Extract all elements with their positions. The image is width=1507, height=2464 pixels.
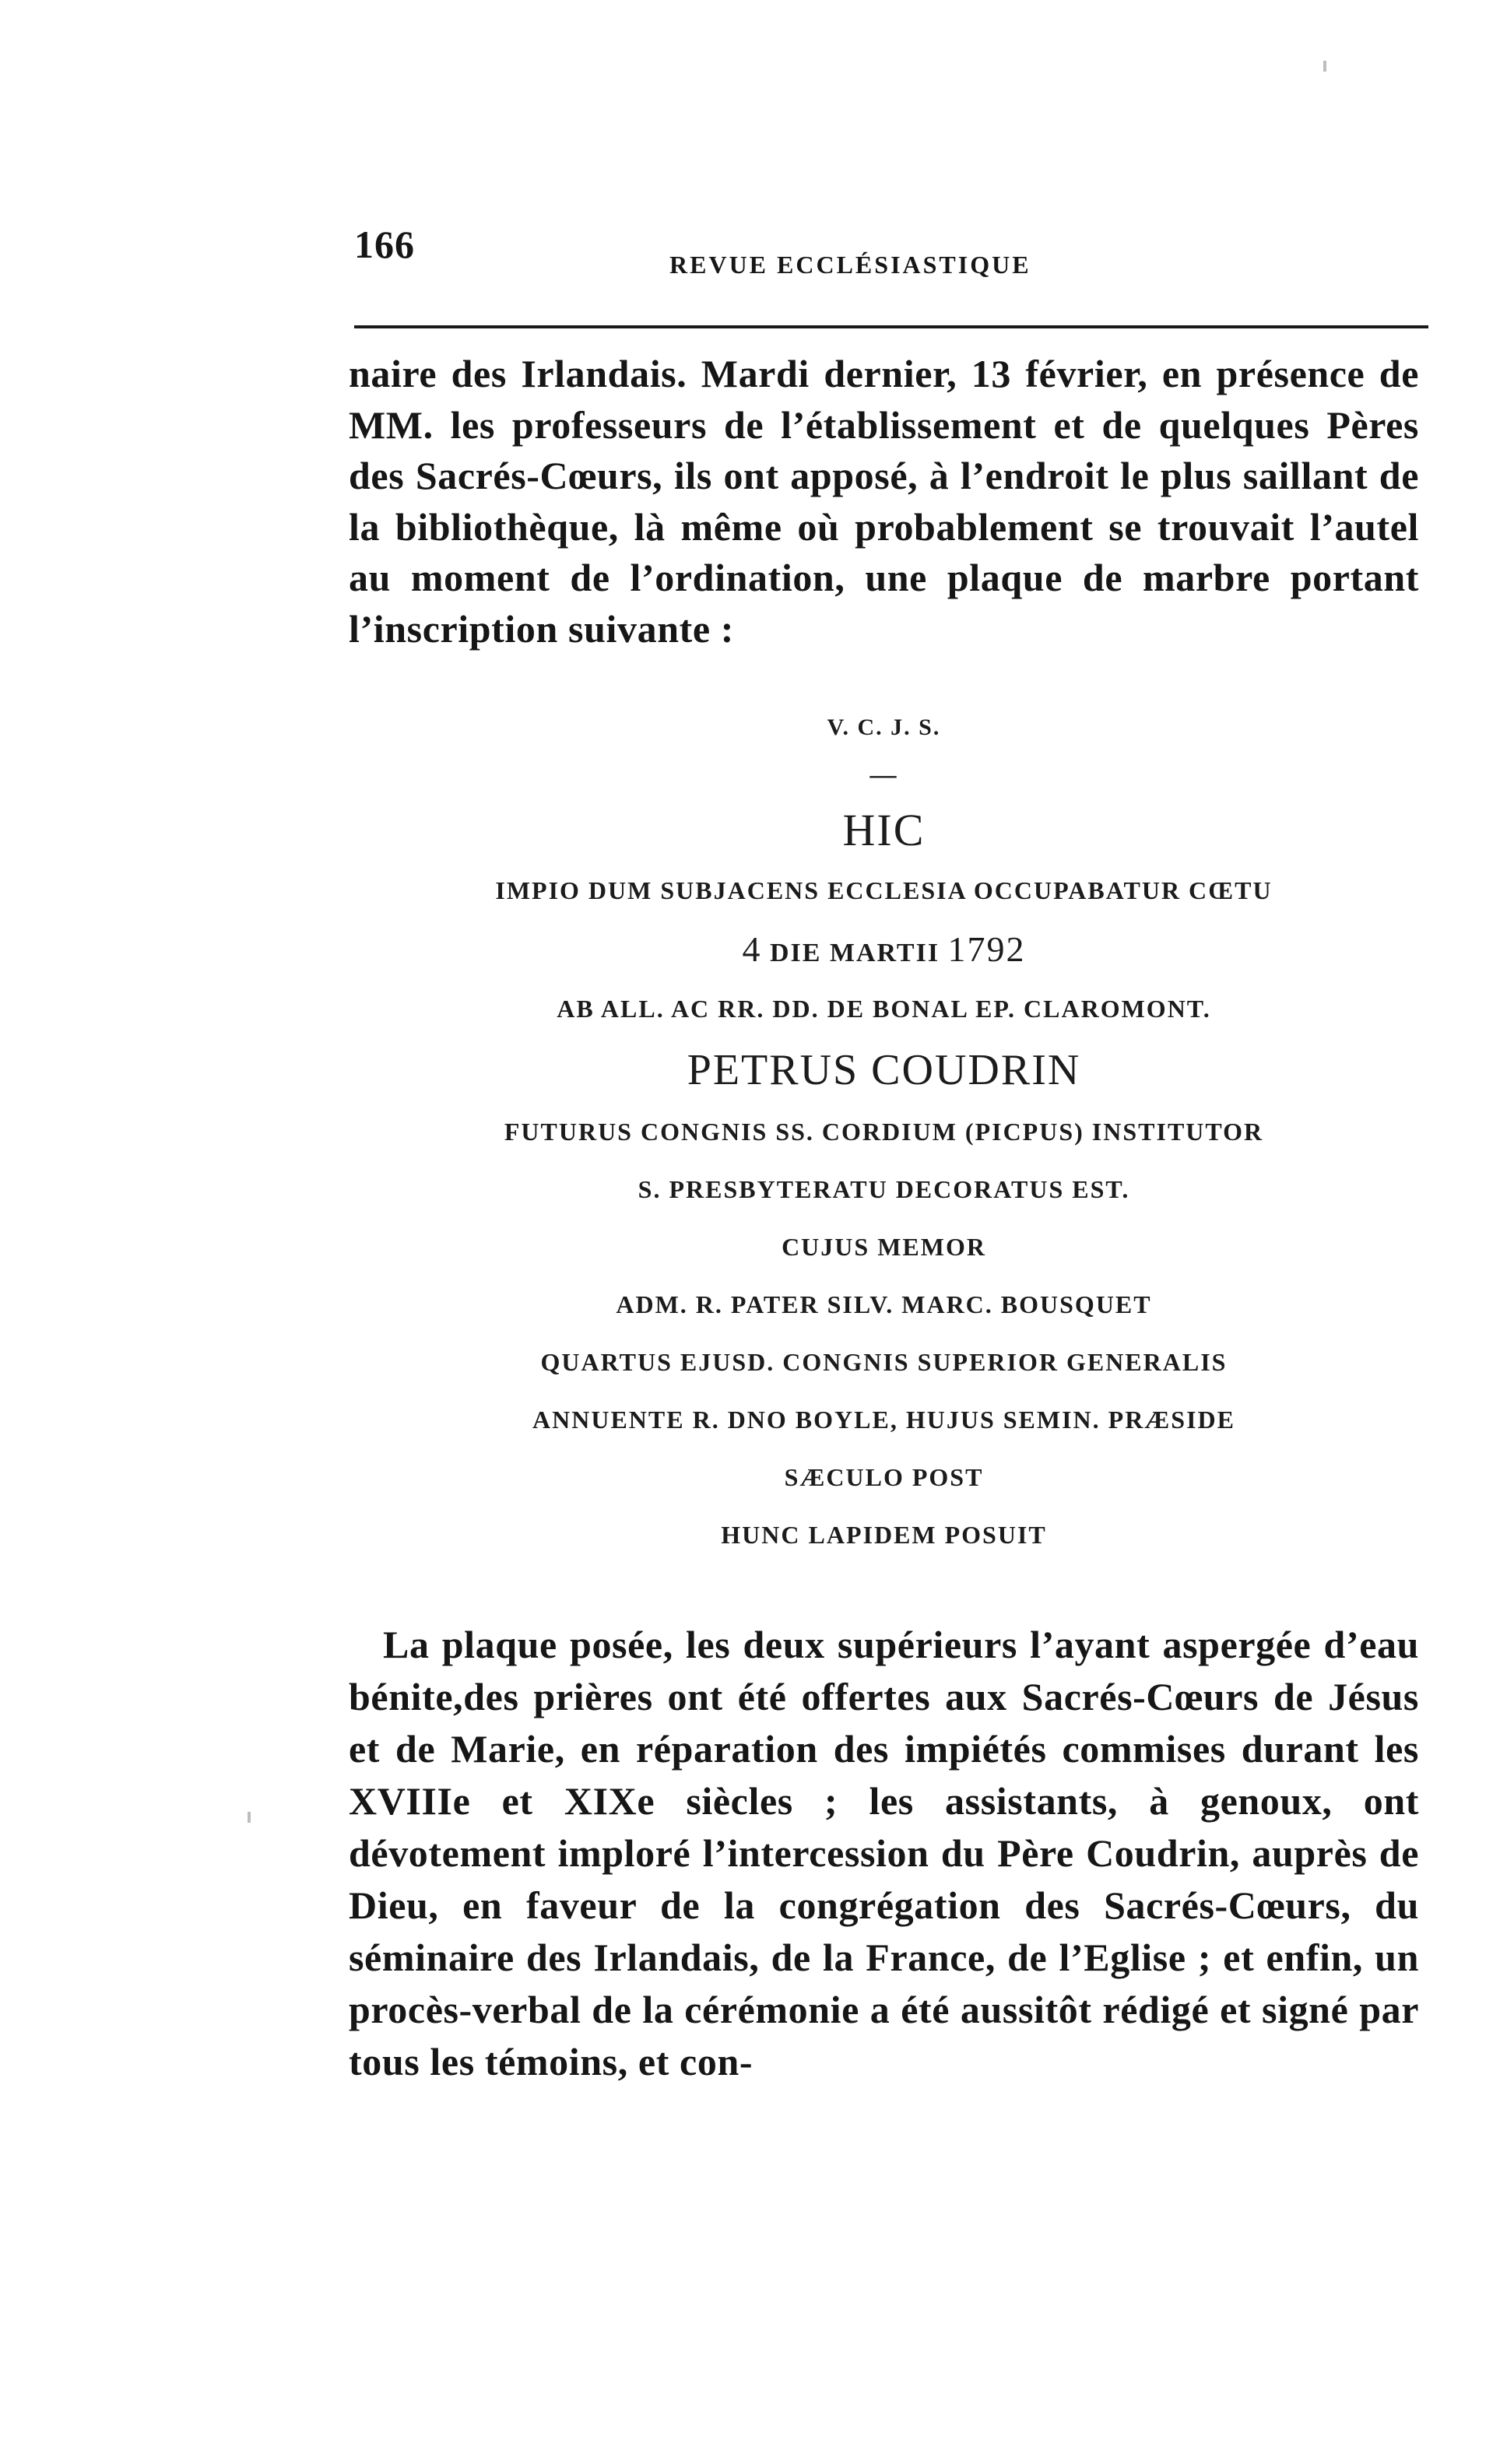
inscription-date (349, 919, 1419, 980)
inscription-hic: HIC (842, 805, 926, 855)
header-rule (354, 325, 1428, 328)
inscription-line-8: ADM. R. PATER SILV. MARC. BOUSQUET (616, 1290, 1152, 1318)
scan-speck (1323, 61, 1326, 72)
inscription-line-7: CUJUS MEMOR (782, 1233, 986, 1261)
inscription-line-9: QUARTUS EJUSD. CONGNIS SUPERIOR GENERALIS (540, 1348, 1228, 1376)
running-title: REVUE ECCLÉSIASTIQUE (669, 251, 1031, 279)
page-number: 166 (354, 223, 415, 266)
inscription-line-11: SÆCULO POST (784, 1463, 984, 1491)
inscription-name: PETRUS COUDRIN (687, 1046, 1081, 1094)
inscription-line-6: S. PRESBYTERATU DECORATUS EST. (638, 1175, 1130, 1203)
inscription-date-text: DIE MARTII (769, 939, 940, 967)
inscription-line-12: HUNC LAPIDEM POSUIT (721, 1521, 1047, 1549)
second-paragraph: La plaque posée, les deux supérieurs l’ayant aspergée d’eau bénite,des prières ont été offertes aux Sacrés-Cœurs de Jésus et de Marie, en réparation des impiétés commises durant les XVIIIe et XIXe siècles ; les assistants, à genoux, ont dévotement imploré l’intercession du Père Coudrin, auprès de Dieu, en faveur de la congrégation des Sacrés-Cœurs, du séminaire des Irlandais, de la France, de l’Eglise ; et enfin, un procès-verbal de la cérémonie a été aussitôt rédigé et signé par tous les témoins, et con- (349, 1623, 1419, 2083)
intro-paragraph: naire des Irlandais. Mardi dernier, 13 février, en présence de MM. les professeurs de l’établissement et de quelques Pères des Sacrés-Cœurs, ils ont apposé, à l’endroit le plus saillant de la bibliothèque, là même où probablement se trouvait l’autel au moment de l’ordination, une plaque de marbre portant l’inscription suivante : (349, 352, 1419, 651)
inscription-separator: — (869, 760, 898, 789)
page-header (354, 222, 1428, 284)
inscription-line-1: IMPIO DUM SUBJACENS ECCLESIA OCCUPABATUR CŒTU (495, 876, 1273, 904)
inscription-line-5: FUTURUS CONGNIS SS. CORDIUM (PICPUS) INSTITUTOR (504, 1118, 1264, 1146)
inscription-monogram: V. C. J. S. (827, 714, 941, 740)
inscription-line-3: AB ALL. AC RR. DD. DE BONAL EP. CLAROMONT. (557, 995, 1211, 1023)
inscription-date-day: 4 (742, 929, 762, 969)
inscription-line-10: ANNUENTE R. DNO BOYLE, HUJUS SEMIN. PRÆSIDE (532, 1406, 1235, 1434)
scan-speck (248, 1812, 251, 1823)
plaque-inscription (349, 704, 1419, 1564)
inscription-date-year: 1792 (947, 929, 1026, 969)
